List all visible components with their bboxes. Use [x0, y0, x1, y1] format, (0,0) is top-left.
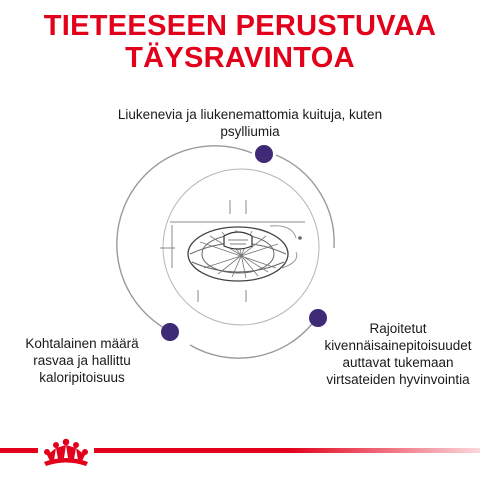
dot-right — [309, 309, 327, 327]
royal-canin-crown-logo — [38, 428, 94, 472]
dot-left — [161, 323, 179, 341]
title-line-2: TÄYSRAVINTOA — [125, 42, 355, 74]
diagram-ring — [117, 146, 334, 358]
title-line-1: TIETEESEEN PERUSTUVAA — [43, 10, 437, 42]
callout-minerals: Rajoitetut kivennäisainepitoisuudet auttavat tukemaan virtsateiden hyvinvointia — [324, 321, 472, 387]
dot-top — [255, 145, 273, 163]
ring-arc-top-right — [276, 155, 334, 248]
callout-fat-calories: Kohtalainen määrä rasvaa ja hallittu kaloripitoisuus — [25, 336, 139, 385]
ring-arc-bottom — [190, 324, 312, 358]
kibble-sketch-icon — [160, 200, 305, 302]
callout-fibres: Liukenevia ja liukenemattomia kuituja, kuten psylliumia — [117, 107, 383, 139]
